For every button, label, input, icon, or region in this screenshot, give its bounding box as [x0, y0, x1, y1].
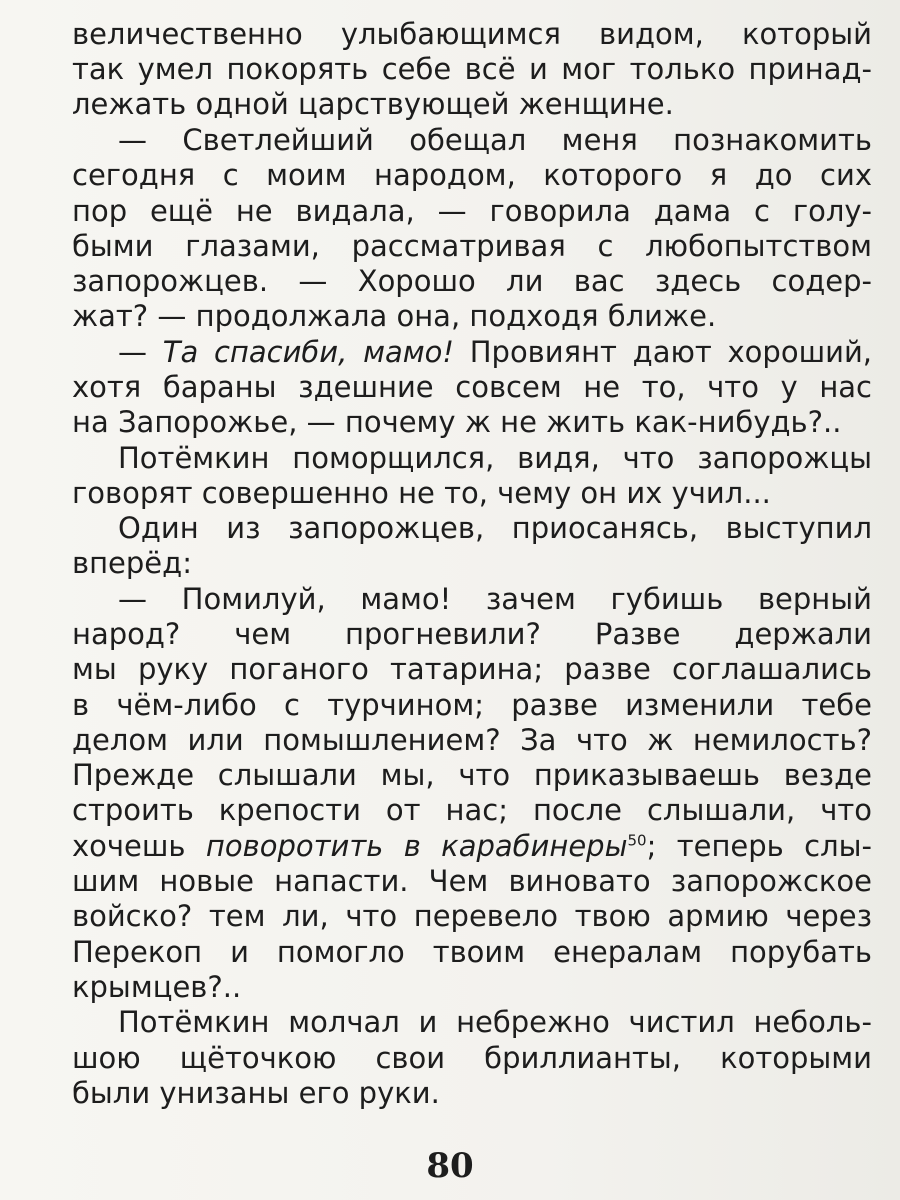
text-line-7: быми глазами, рассматривая с любопытством: [72, 229, 872, 263]
text-line-4: — Светлейший обещал меня познакомить: [118, 123, 872, 157]
text-line-1: величественно улыбающимся видом, который: [72, 17, 872, 51]
text-line-16: вперёд:: [72, 546, 192, 580]
text-line-10-italic: Та спасиби, мамо!: [162, 335, 454, 369]
text-line-14: говорят совершенно не то, чему он их учил...: [72, 476, 771, 510]
text-line-13: Потёмкин поморщился, видя, что запорожцы: [118, 441, 872, 475]
text-line-10-rest: Провиянт дают хороший,: [454, 335, 873, 369]
text-line-24-lead: хочешь: [72, 829, 206, 863]
page-number: 80: [426, 1146, 474, 1186]
text-line-10: [118, 335, 872, 369]
text-line-30: шою щёточкою свои бриллианты, которыми: [72, 1041, 872, 1075]
text-line-24: [72, 829, 872, 863]
text-line-24-italic: поворотить в карабинеры: [205, 829, 628, 863]
text-line-15: Один из запорожцев, приосанясь, выступил: [118, 511, 872, 545]
text-line-26: войско? тем ли, что перевело твою армию через: [72, 899, 872, 933]
text-line-3: лежать одной царствующей женщине.: [72, 87, 674, 121]
text-line-29: Потёмкин молчал и небрежно чистил неболь-: [118, 1005, 872, 1039]
text-line-21: делом или помышлением? За что ж немилость?: [72, 723, 872, 757]
footnote-marker: 50: [627, 831, 647, 850]
text-line-5: сегодня с моим народом, которого я до сих: [72, 158, 872, 192]
text-line-24-rest: ; теперь слы-: [646, 829, 872, 863]
text-line-8: запорожцев. — Хорошо ли вас здесь содер-: [72, 264, 872, 298]
text-line-27: Перекоп и помогло твоим енералам порубать: [72, 935, 872, 969]
text-line-11: хотя бараны здешние совсем не то, что у нас: [72, 370, 872, 404]
text-line-17: — Помилуй, мамо! зачем губишь верный: [118, 582, 872, 616]
text-line-25: шим новые напасти. Чем виновато запорожское: [72, 864, 872, 898]
text-line-2: так умел покорять себе всё и мог только принад-: [72, 52, 872, 86]
text-line-18: народ? чем прогневили? Разве держали: [72, 617, 872, 651]
text-line-19: мы руку поганого татарина; разве соглашались: [72, 652, 872, 686]
text-line-9: жат? — продолжала она, подходя ближе.: [72, 299, 717, 333]
text-line-28: крымцев?..: [72, 970, 242, 1004]
text-line-6: пор ещё не видала, — говорила дама с голу-: [72, 194, 872, 228]
text-line-23: строить крепости от нас; после слышали, что: [72, 793, 872, 827]
text-line-31: были унизаны его руки.: [72, 1076, 440, 1110]
text-line-10-lead: —: [118, 335, 163, 369]
text-line-12: на Запорожье, — почему ж не жить как-нибудь?..: [72, 405, 842, 439]
text-line-22: Прежде слышали мы, что приказываешь везде: [72, 758, 872, 792]
text-line-20: в чём-либо с турчином; разве изменили тебе: [72, 688, 872, 722]
